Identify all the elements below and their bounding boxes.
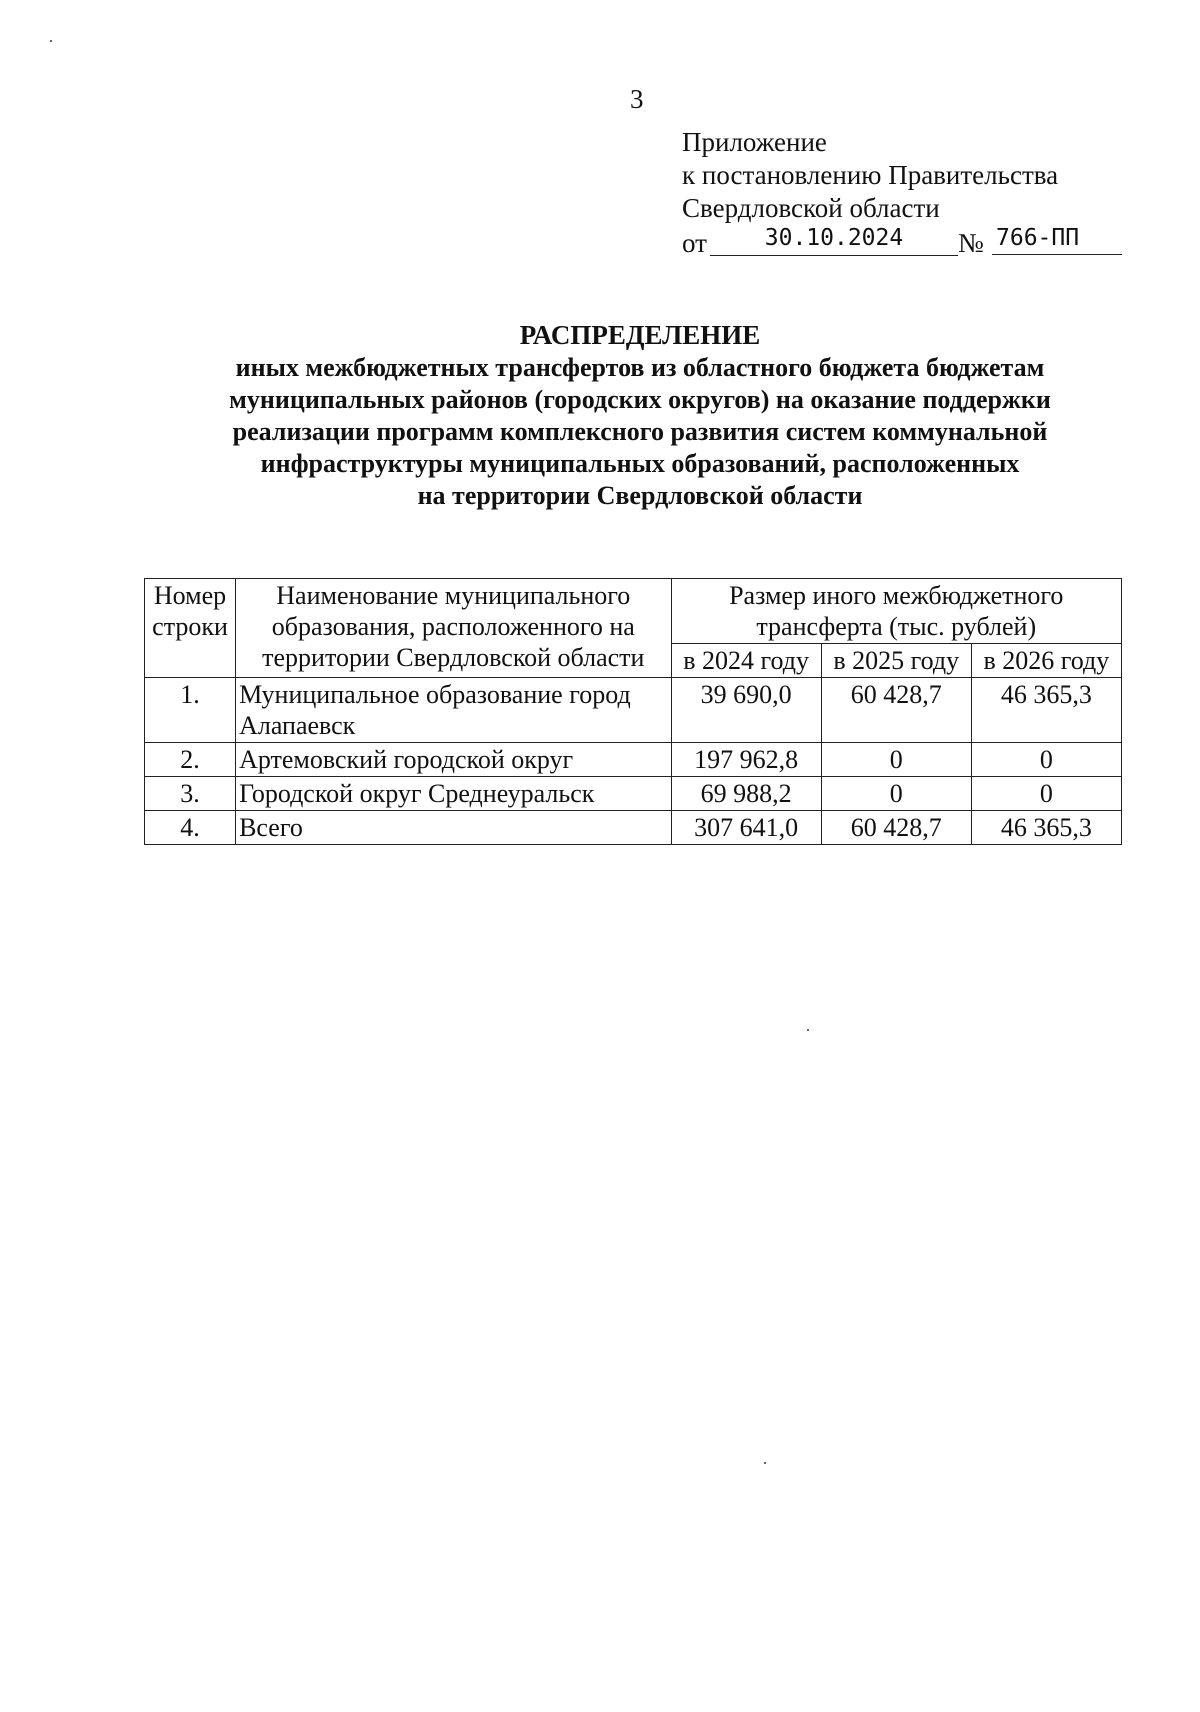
header-year-2024: в 2024 году	[671, 644, 821, 678]
title-line-5: на территории Свердловской области	[417, 481, 863, 510]
annex-number-prefix: №	[958, 228, 984, 258]
row-value-2026: 0	[971, 743, 1121, 777]
annex-number: 766-ПП	[992, 225, 1122, 255]
annex-block	[682, 126, 1080, 258]
table-header-row	[145, 579, 1122, 644]
row-num: 3.	[145, 777, 236, 811]
header-year-2026: в 2026 году	[971, 644, 1121, 678]
table-row	[145, 678, 1122, 743]
row-name: Артемовский городской округ	[236, 743, 671, 777]
annex-date-line	[682, 225, 1080, 258]
annex-line-2: к постановлению Правительства	[682, 160, 1059, 190]
title-line-1: иных межбюджетных трансфертов из областного бюджета бюджетам	[235, 353, 1045, 382]
table-row	[145, 777, 1122, 811]
row-num: 4.	[145, 811, 236, 845]
table-row	[145, 743, 1122, 777]
table-row-total	[145, 811, 1122, 845]
row-name: Муниципальное образование город Алапаевск	[236, 678, 671, 743]
row-name: Городской округ Среднеуральск	[236, 777, 671, 811]
header-year-2025: в 2025 году	[821, 644, 971, 678]
scan-speck	[764, 1462, 766, 1464]
header-name: Наименование муниципального образования, расположенного на территории Свердловской области	[236, 579, 671, 678]
row-num: 1.	[145, 678, 236, 743]
scan-speck	[807, 1029, 809, 1031]
annex-date-prefix: от	[682, 228, 707, 258]
row-value-2025: 60 428,7	[821, 678, 971, 743]
distribution-table	[144, 578, 1122, 845]
row-value-2024: 39 690,0	[671, 678, 821, 743]
row-num: 2.	[145, 743, 236, 777]
row-name: Всего	[236, 811, 671, 845]
row-value-2024: 69 988,2	[671, 777, 821, 811]
row-value-2026: 46 365,3	[971, 678, 1121, 743]
scan-speck	[50, 40, 52, 42]
row-value-2024: 197 962,8	[671, 743, 821, 777]
row-value-2025: 0	[821, 743, 971, 777]
row-value-2026: 0	[971, 777, 1121, 811]
title-line-2: муниципальных районов (городских округов) на оказание поддержки	[229, 385, 1051, 414]
page-number: 3	[630, 84, 644, 114]
document-title	[100, 318, 1180, 512]
row-value-2024: 307 641,0	[671, 811, 821, 845]
title-line-4: инфраструктуры муниципальных образований, расположенных	[260, 449, 1020, 478]
row-value-2025: 60 428,7	[821, 811, 971, 845]
annex-line-3: Свердловской области	[682, 193, 940, 223]
title-main: РАСПРЕДЕЛЕНИЕ	[519, 320, 761, 350]
title-line-3: реализации программ комплексного развития систем коммунальной	[232, 417, 1048, 446]
header-num: Номер строки	[145, 579, 236, 678]
annex-line-1: Приложение	[682, 127, 827, 157]
header-amount: Размер иного межбюджетного трансферта (тыс. рублей)	[671, 579, 1121, 644]
annex-date: 30.10.2024	[710, 225, 958, 256]
row-value-2026: 46 365,3	[971, 811, 1121, 845]
row-value-2025: 0	[821, 777, 971, 811]
